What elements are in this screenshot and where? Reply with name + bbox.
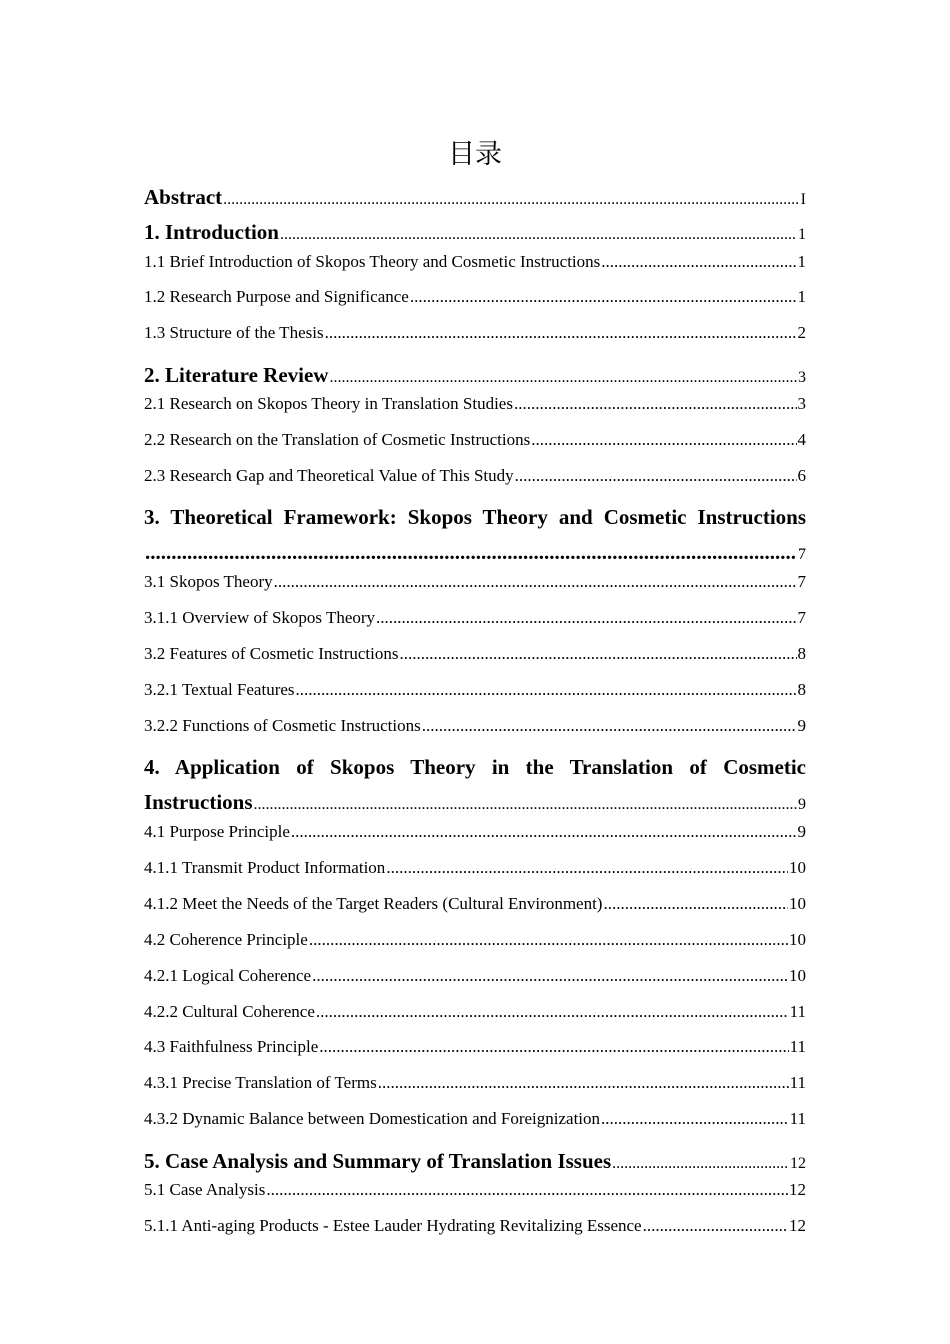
toc-page-number: 1 (797, 252, 806, 271)
dot-leader (601, 1107, 789, 1131)
toc-entry-label: 3.1.1 Overview of Skopos Theory (144, 608, 376, 627)
toc-page-number: 10 (789, 966, 806, 985)
dot-leader (223, 186, 800, 211)
dot-leader (319, 1035, 788, 1059)
toc-entry-label: 4.2.1 Logical Coherence (144, 966, 312, 985)
dot-leader (274, 570, 797, 594)
toc-page-number: 12 (789, 1180, 806, 1199)
toc-page-number: 9 (797, 822, 806, 841)
toc-entry-chapter-4[interactable] (144, 750, 806, 822)
toc-entry-label: 3.2.1 Textual Features (144, 680, 295, 699)
toc-entry-label: 4.1.2 Meet the Needs of the Target Readers (Cultural Environment) (144, 894, 603, 913)
toc-entry-section[interactable] (144, 285, 806, 309)
toc-page-number: 4 (797, 430, 806, 449)
dot-leader (280, 221, 797, 246)
toc-page-number: 10 (789, 858, 806, 877)
toc-entry-subsection[interactable] (144, 678, 806, 702)
toc-entry-label: 4. Application of Skopos Theory in the Translation of Cosmetic (144, 755, 806, 779)
toc-entry-label: 2. Literature Review (144, 363, 329, 387)
toc-entry-section[interactable] (144, 321, 806, 345)
toc-entry-label: 3.2.2 Functions of Cosmetic Instructions (144, 716, 421, 735)
toc-entry-section[interactable] (144, 570, 806, 594)
toc-entry-subsection[interactable] (144, 856, 806, 880)
toc-entry-label: 4.1 Purpose Principle (144, 822, 290, 841)
dot-leader (376, 606, 796, 630)
toc-entry-label: 4.1.1 Transmit Product Information (144, 858, 386, 877)
toc-entry-chapter-1[interactable] (144, 218, 806, 246)
toc-page-number: 12 (789, 1216, 806, 1235)
toc-page-number: I (800, 191, 806, 208)
toc-entry-section[interactable] (144, 428, 806, 452)
dot-leader (329, 364, 797, 389)
toc-entry-chapter-5[interactable] (144, 1147, 806, 1175)
toc-page-number: 8 (797, 680, 806, 699)
toc-entry-subsection[interactable] (144, 606, 806, 630)
toc-page-number: 1 (797, 287, 806, 306)
dot-leader (266, 1178, 788, 1202)
dot-leader (643, 1214, 788, 1238)
toc-entry-subsection[interactable] (144, 1000, 806, 1024)
toc-page-number: 8 (797, 644, 806, 663)
toc-entry-label: 4.3.2 Dynamic Balance between Domestication and Foreignization (144, 1109, 601, 1128)
dot-leader (422, 714, 797, 738)
toc-entry-subsection[interactable] (144, 1214, 806, 1238)
toc-entry-subsection[interactable] (144, 1107, 806, 1131)
dot-leader (400, 642, 797, 666)
toc-entry-abstract[interactable] (144, 183, 806, 211)
toc-entry-label: Instructions (144, 790, 253, 814)
toc-page-number: 1 (798, 226, 806, 243)
toc-entry-section[interactable] (144, 1178, 806, 1202)
toc-entry-label: 4.2 Coherence Principle (144, 930, 308, 949)
toc-page-number: 7 (798, 546, 806, 563)
toc-entry-section[interactable] (144, 392, 806, 416)
dot-leader (531, 428, 796, 452)
toc-page-number: 9 (797, 716, 806, 735)
dot-leader (316, 1000, 789, 1024)
toc-entry-label: 5.1 Case Analysis (144, 1180, 266, 1199)
toc-entry-subsection[interactable] (144, 714, 806, 738)
toc-entry-subsection[interactable] (144, 892, 806, 916)
toc-page-number: 11 (789, 1002, 806, 1021)
toc-page-number: 11 (789, 1073, 806, 1092)
dot-leader (386, 856, 788, 880)
dot-leader (325, 321, 797, 345)
toc-page-number: 10 (789, 894, 806, 913)
toc-entry-label: 4.2.2 Cultural Coherence (144, 1002, 315, 1021)
dot-leader (515, 464, 797, 488)
toc-page-number: 3 (797, 394, 806, 413)
toc-entry-label: 4.3.1 Precise Translation of Terms (144, 1073, 377, 1092)
toc-entry-label: 1. Introduction (144, 220, 279, 244)
toc-entry-chapter-2[interactable] (144, 361, 806, 389)
toc-title: 目录 (448, 139, 502, 170)
toc-page-number: 3 (798, 369, 806, 386)
toc-entry-section[interactable] (144, 464, 806, 488)
toc-entry-label: 1.3 Structure of the Thesis (144, 323, 324, 342)
toc-entry-section[interactable] (144, 1035, 806, 1059)
toc-page-number: 10 (789, 930, 806, 949)
toc-page-number: 9 (798, 796, 806, 813)
dot-leader (410, 285, 797, 309)
toc-entry-section[interactable] (144, 820, 806, 844)
toc-page-number: 12 (790, 1155, 806, 1172)
dot-leader (254, 787, 797, 822)
toc-page-number: 7 (797, 572, 806, 591)
toc-entry-chapter-3[interactable] (144, 500, 806, 572)
dot-leader (145, 535, 797, 570)
toc-entry-section[interactable] (144, 928, 806, 952)
toc-page-number: 11 (789, 1109, 806, 1128)
toc-entry-label: 5.1.1 Anti-aging Products - Estee Lauder Hydrating Revitalizing Essence (144, 1216, 642, 1235)
toc-page-number: 6 (797, 466, 806, 485)
toc-entry-section[interactable] (144, 642, 806, 666)
dot-leader (378, 1071, 789, 1095)
toc-entry-section[interactable] (144, 250, 806, 274)
dot-leader (603, 892, 788, 916)
toc-page-number: 7 (797, 608, 806, 627)
toc-entry-subsection[interactable] (144, 1071, 806, 1095)
toc-entry-label: 2.1 Research on Skopos Theory in Translation Studies (144, 394, 513, 413)
toc-entry-label: Abstract (144, 185, 223, 209)
toc-page-number: 11 (789, 1037, 806, 1056)
dot-leader (612, 1150, 789, 1175)
toc-entry-label: 2.3 Research Gap and Theoretical Value of This Study (144, 466, 514, 485)
dot-leader (312, 964, 788, 988)
toc-entry-label: 2.2 Research on the Translation of Cosmetic Instructions (144, 430, 531, 449)
dot-leader (309, 928, 788, 952)
toc-entry-label: 1.1 Brief Introduction of Skopos Theory and Cosmetic Instructions (144, 252, 601, 271)
dot-leader (296, 678, 797, 702)
toc-entry-label: 3.2 Features of Cosmetic Instructions (144, 644, 399, 663)
toc-entry-label: 5. Case Analysis and Summary of Translation Issues (144, 1149, 612, 1173)
dot-leader (514, 392, 797, 416)
dot-leader (291, 820, 797, 844)
dot-leader (601, 250, 796, 274)
toc-entry-label: 4.3 Faithfulness Principle (144, 1037, 319, 1056)
toc-entry-subsection[interactable] (144, 964, 806, 988)
toc-entry-label: 1.2 Research Purpose and Significance (144, 287, 409, 306)
toc-page-number: 2 (797, 323, 806, 342)
toc-entry-label: 3.1 Skopos Theory (144, 572, 273, 591)
toc-entry-label: 3. Theoretical Framework: Skopos Theory and Cosmetic Instructions (144, 505, 806, 529)
